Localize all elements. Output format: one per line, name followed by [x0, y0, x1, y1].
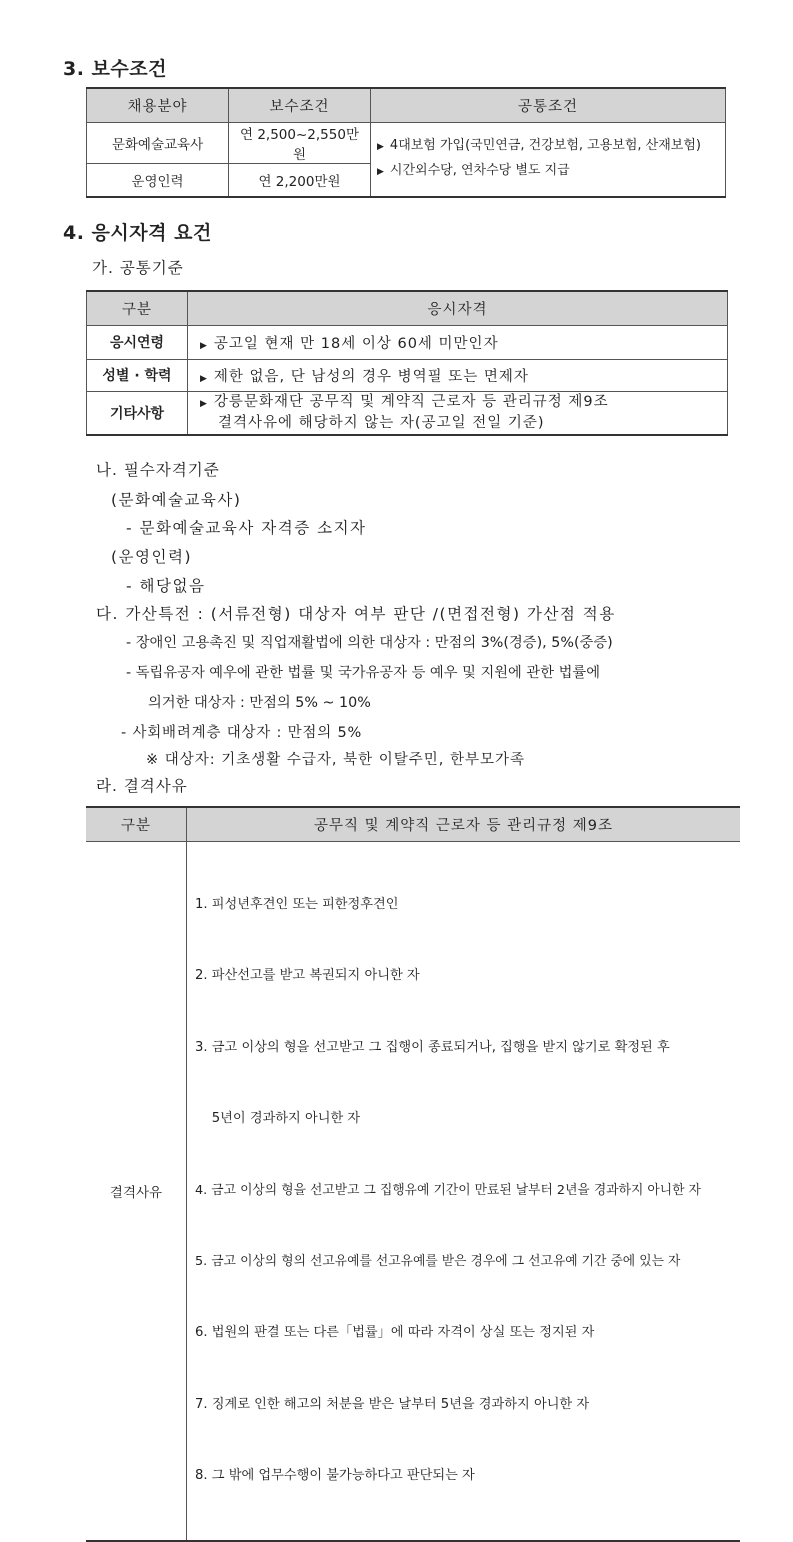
- disqualification-list: [187, 841, 741, 1541]
- section-4-title: 4. 응시자격 요건: [63, 222, 212, 244]
- pay-cell: 연 2,500~2,550만원: [229, 122, 371, 163]
- triangle-bullet-icon: ▶: [377, 142, 384, 153]
- list-item: 5. 금고 이상의 형의 선고유예를 선고유예를 받은 경우에 그 선고유예 기간 중에 있는 자: [195, 1254, 681, 1270]
- header-field: 채용분야: [87, 88, 229, 122]
- subsection-ga-title: 가. 공통기준: [92, 259, 184, 277]
- bonus-item: - 장애인 고용촉진 및 직업재활법에 의한 대상자 : 만점의 3%(경증), 5%(중증): [126, 635, 613, 651]
- group-item: - 해당없음: [126, 577, 206, 595]
- header-qualification: 응시자격: [188, 291, 728, 325]
- row-label: 성별 · 학력: [87, 359, 188, 391]
- header-rule: 공무직 및 계약직 근로자 등 관리규정 제9조: [187, 807, 741, 841]
- list-item: 1. 피성년후견인 또는 피한정후견인: [195, 897, 399, 913]
- bonus-item-cont: 의거한 대상자 : 만점의 5% ~ 10%: [148, 695, 371, 711]
- header-category: 구분: [86, 807, 187, 841]
- list-item: 4. 금고 이상의 형을 선고받고 그 집행유예 기간이 만료된 날부터 2년을 경과하지 아니한 자: [195, 1182, 701, 1198]
- triangle-bullet-icon: ▶: [200, 373, 208, 384]
- common-item: ▶ 시간외수당, 연차수당 별도 지급: [377, 163, 570, 179]
- section-3-title: 3. 보수조건: [63, 58, 167, 80]
- row-label: 응시연령: [87, 325, 188, 359]
- pay-cell: 연 2,200만원: [229, 163, 371, 197]
- field-cell: 운영인력: [87, 163, 229, 197]
- triangle-bullet-icon: ▶: [200, 340, 208, 351]
- group-title: (운영인력): [111, 548, 192, 566]
- pay-table: [86, 87, 726, 198]
- group-item: - 문화예술교육사 자격증 소지자: [126, 519, 367, 537]
- triangle-bullet-icon: ▶: [200, 398, 208, 409]
- list-item: 2. 파산선고를 받고 복권되지 아니한 자: [195, 968, 420, 984]
- header-common: 공통조건: [371, 88, 726, 122]
- row-label: 결격사유: [86, 841, 187, 1541]
- list-item: 8. 그 밖에 업무수행이 불가능하다고 판단되는 자: [195, 1468, 475, 1484]
- bonus-note: ※ 대상자: 기초생활 수급자, 북한 이탈주민, 한부모가족: [146, 752, 526, 768]
- list-item: 3. 금고 이상의 형을 선고받고 그 집행이 종료되거나, 집행을 받지 않기로 확정된 후: [195, 1039, 670, 1055]
- group-title: (문화예술교육사): [111, 491, 242, 509]
- bonus-item: - 독립유공자 예우에 관한 법률 및 국가유공자 등 예우 및 지원에 관한 법률에: [126, 665, 601, 681]
- list-item: 7. 징계로 인한 해고의 처분을 받은 날부터 5년을 경과하지 아니한 자: [195, 1396, 590, 1412]
- common-cell: [371, 122, 726, 197]
- subsection-ra-title: 라. 결격사유: [96, 777, 188, 795]
- disqualification-table: [86, 806, 740, 1542]
- field-cell: 문화예술교육사: [87, 122, 229, 163]
- subsection-da-title: 다. 가산특전 : (서류전형) 대상자 여부 판단 /(면접전형) 가산점 적용: [96, 605, 616, 623]
- common-item: ▶ 4대보험 가입(국민연금, 건강보험, 고용보험, 산재보험): [377, 138, 701, 154]
- subsection-na-title: 나. 필수자격기준: [96, 461, 220, 479]
- header-category: 구분: [87, 291, 188, 325]
- row-text: ▶ 공고일 현재 만 18세 이상 60세 미만인자: [188, 325, 728, 359]
- row-label: 기타사항: [87, 391, 188, 435]
- list-item: 5년이 경과하지 아니한 자: [195, 1111, 361, 1127]
- row-text: ▶ 강릉문화재단 공무직 및 계약직 근로자 등 관리규정 제9조 결격사유에 해당하지 않는 자(공고일 전일 기준): [188, 391, 728, 435]
- triangle-bullet-icon: ▶: [377, 167, 384, 178]
- row-text: ▶ 제한 없음, 단 남성의 경우 병역필 또는 면제자: [188, 359, 728, 391]
- list-item: 6. 법원의 판결 또는 다른「법률」에 따라 자격이 상실 또는 정지된 자: [195, 1325, 595, 1341]
- bonus-item: - 사회배려계층 대상자 : 만점의 5%: [121, 725, 363, 741]
- qualification-table: [86, 290, 728, 436]
- header-pay: 보수조건: [229, 88, 371, 122]
